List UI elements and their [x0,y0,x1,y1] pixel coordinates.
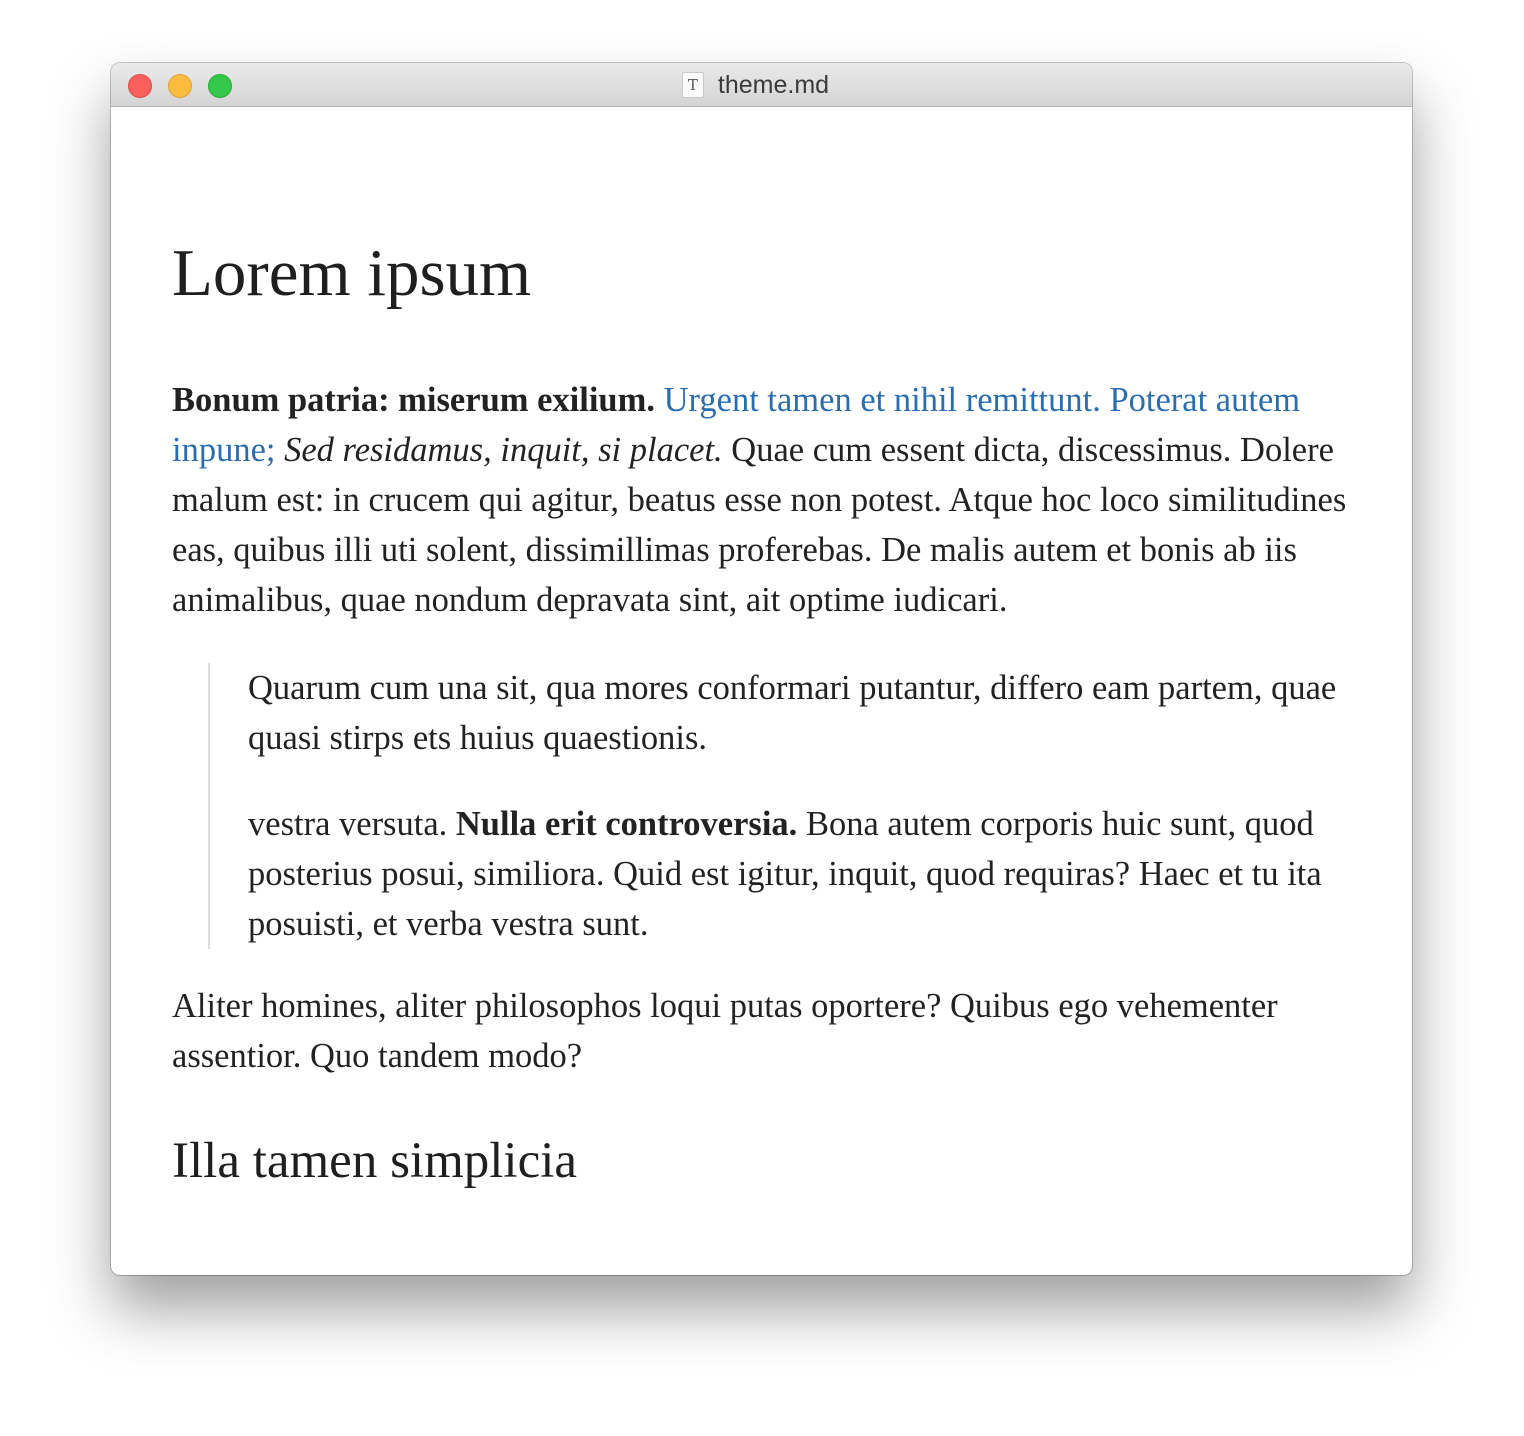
heading-2: Illa tamen simplicia [172,1133,578,1189]
italic-text: Sed residamus, inquit, si placet. [284,431,723,469]
blockquote-bold-text: Nulla erit controversia. [455,805,798,843]
title-bar[interactable] [111,63,1412,107]
paragraph-1-text: Quae cum essent dicta, discessimus. Dolere malum est: in crucem qui agitur, beatus esse non potest. Atque hoc loco similitudines eas, quibus illi uti solent, dissimillimas proferebas. De malis autem et bonis ab iis animalibus, quae nondum depravata sint, ait optime iudicari. [172,431,1347,619]
paragraph-2: Aliter homines, aliter philosophos loqui putas oportere? Quibus ego vehementer assentior. Quo tandem modo? [172,987,1278,1075]
blockquote-paragraph-2 [248,799,1357,949]
bold-text: Bonum patria: miserum exilium. [172,381,655,419]
window-title: theme.md [717,70,830,99]
paragraph-1 [172,375,1357,625]
blockquote-paragraph-1: Quarum cum una sit, qua mores conformari putantur, differo eam partem, quae quasi stirps ets huius quaestionis. [248,669,1337,757]
document-icon: T [682,72,704,98]
document-body [172,107,1357,1191]
blockquote [208,663,1357,949]
app-window [111,63,1412,1275]
window-title-group [111,63,1412,107]
blockquote-text-start: vestra versuta. [248,805,448,843]
blockquote-text-rest: Bona autem corporis huic sunt, quod posterius posui, similiora. Quid est igitur, inquit, quod requiras? Haec et tu ita posuisti, et verba vestra sunt. [248,805,1322,943]
heading-1: Lorem ipsum [172,236,532,310]
inline-link[interactable]: Urgent tamen et nihil remittunt. Poterat autem inpune; [172,381,1301,469]
